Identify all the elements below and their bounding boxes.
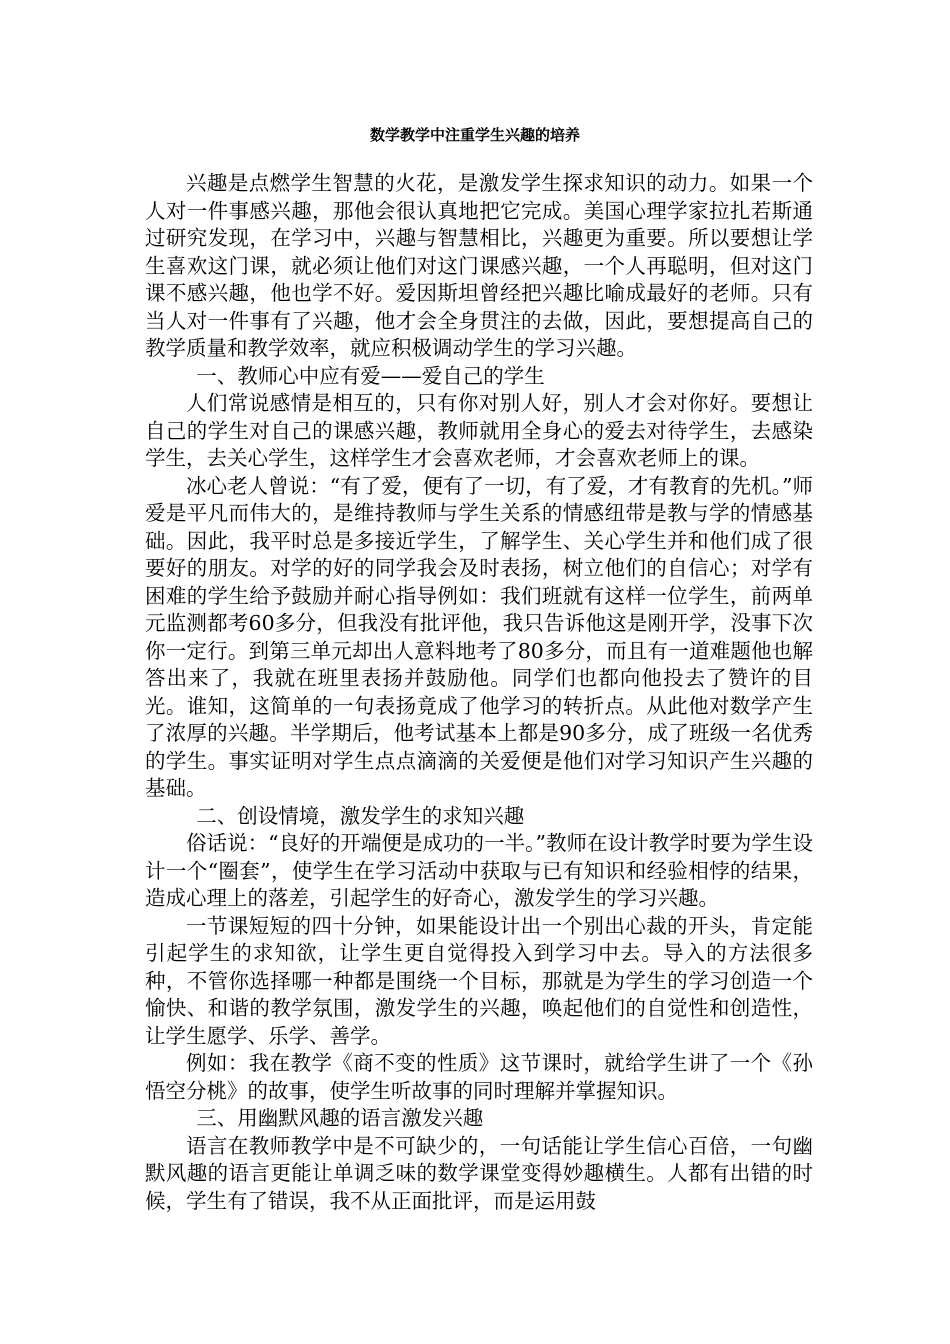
paragraph: 语言在教师教学中是不可缺少的，一句话能让学生信心百倍，一句幽默风趣的语言更能让单调乏味的数学课堂变得妙趣横生。人都有出错的时候，学生有了错误，我不从正面批评，而是运用鼓 <box>145 1133 813 1213</box>
document-title: 数学教学中注重学生兴趣的培养 <box>369 126 580 144</box>
section-heading-2: 二、创设情境，激发学生的求知兴趣 <box>196 803 525 828</box>
paragraph: 冰心老人曾说：“有了爱，便有了一切，有了爱，才有教育的先机。”师爱是平凡而伟大的，是维持教师与学生关系的情感纽带是教与学的情感基础。因此，我平时总是多接近学生，了解学生、关心学生并和他们成了很要好的朋友。对学的好的同学我会及时表扬，树立他们的自信心；对学有困难的学生给予鼓励并耐心指导例如：我们班就有这样一位学生，前两单元监测都考60多分，但我没有批评他，我只告诉他这是刚开学，没事下次你一定行。到第三单元却出人意料地考了80多分，而且有一道难题他也解答出来了，我就在班里表扬并鼓励他。同学们也都向他投去了赞许的目光。谁知，这简单的一句表扬竟成了他学习的转折点。从此他对数学产生了浓厚的兴趣。半学期后，他考试基本上都是90多分，成了班级一名优秀的学生。事实证明对学生点点滴滴的关爱便是他们对学习知识产生兴趣的基础。 <box>145 473 813 800</box>
paragraph: 俗话说：“良好的开端便是成功的一半。”教师在设计教学时要为学生设计一个“圈套”，使学生在学习活动中获取与已有知识和经验相悖的结果，造成心理上的落差，引起学生的好奇心，激发学生的学习兴趣。 <box>145 831 813 910</box>
section-heading-3: 三、用幽默风趣的语言激发兴趣 <box>196 1106 484 1130</box>
paragraph-intro: 兴趣是点燃学生智慧的火花，是激发学生探求知识的动力。如果一个人对一件事感兴趣，那他会很认真地把它完成。美国心理学家拉扎若斯通过研究发现，在学习中，兴趣与智慧相比，兴趣更为重要。所以要想让学生喜欢这门课，就必须让他们对这门课感兴趣，一个人再聪明，但对这门课不感兴趣，他也学不好。爱因斯坦曾经把兴趣比喻成最好的老师。只有当人对一件事有了兴趣，他才会全身贯注的去做，因此，要想提高自己的教学质量和教学效率，就应积极调动学生的学习兴趣。 <box>145 171 813 360</box>
paragraph: 人们常说感情是相互的，只有你对别人好，别人才会对你好。要想让自己的学生对自己的课感兴趣，教师就用全身心的爱去对待学生，去感染学生，去关心学生，这样学生才会喜欢老师，才会喜欢老师上的课。 <box>145 391 813 470</box>
paragraph: 例如：我在教学《商不变的性质》这节课时，就给学生讲了一个《孙悟空分桃》的故事，使学生听故事的同时理解并掌握知识。 <box>145 1051 813 1103</box>
document-body <box>145 170 813 1215</box>
section-heading-1: 一、教师心中应有爱——爱自己的学生 <box>196 363 545 388</box>
paragraph: 一节课短短的四十分钟，如果能设计出一个别出心裁的开头，肯定能引起学生的求知欲，让学生更自觉得投入到学习中去。导入的方法很多种，不管你选择哪一种都是围绕一个目标，那就是为学生的学习创造一个愉快、和谐的教学氛围，激发学生的兴趣，唤起他们的自觉性和创造性，让学生愿学、乐学、善学。 <box>145 913 813 1048</box>
